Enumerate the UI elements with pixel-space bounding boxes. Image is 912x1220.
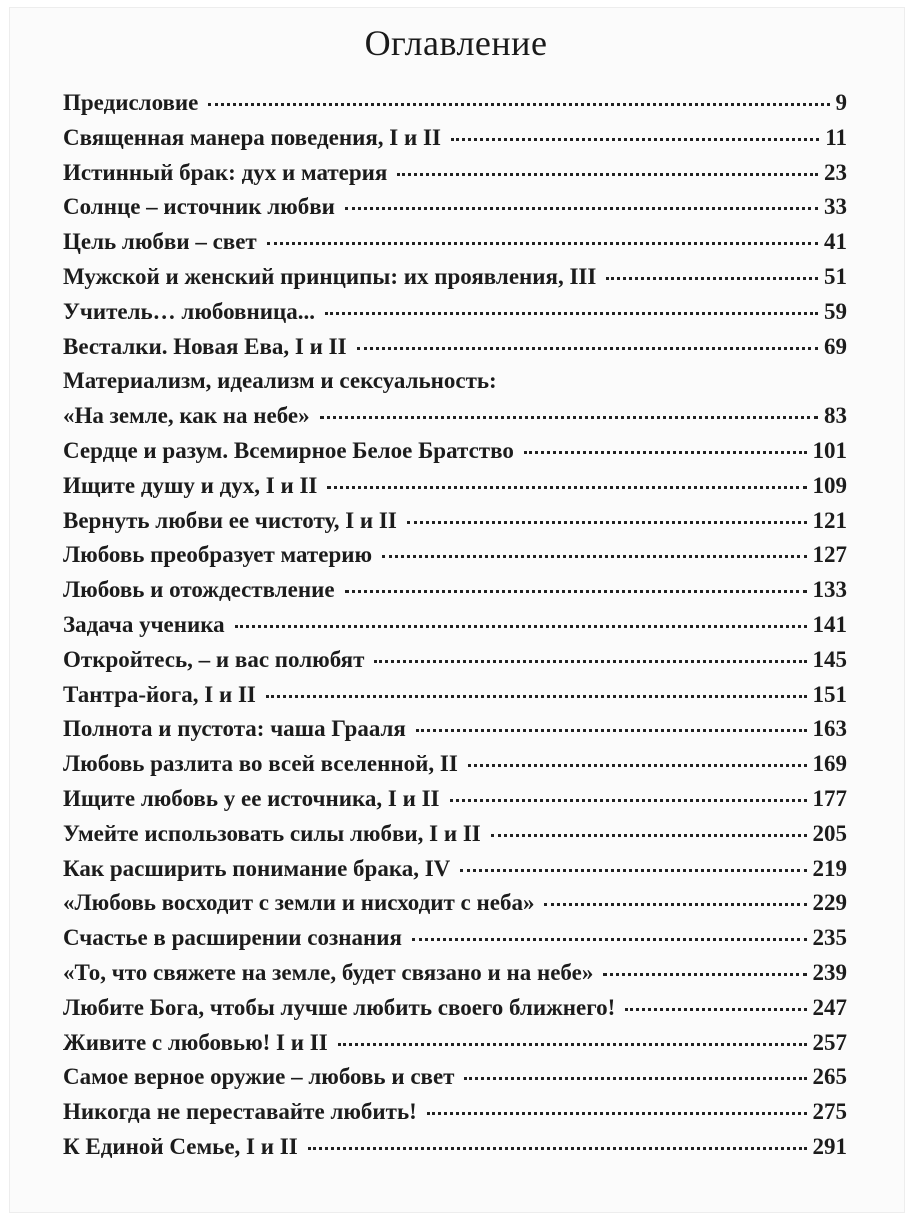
toc-entry <box>63 542 847 577</box>
toc-entry <box>63 751 847 786</box>
toc-entry <box>63 647 847 682</box>
toc-page-number: 291 <box>812 1133 847 1159</box>
toc-entry <box>63 160 847 195</box>
dot-leader <box>464 1077 806 1080</box>
toc-entry-title: Сердце и разум. Всемирное Белое Братство <box>63 437 514 463</box>
toc-entry-title: Любовь и отождествление <box>63 577 335 603</box>
dot-leader <box>468 764 807 767</box>
toc-entry <box>63 264 847 299</box>
toc-page-number: 33 <box>824 194 847 220</box>
toc-entry-title: Материализм, идеализм и сексуальность: <box>63 368 497 394</box>
toc-page-number: 109 <box>812 472 847 498</box>
dot-leader <box>267 242 818 245</box>
toc-entry-title: Истинный брак: дух и материя <box>63 159 388 185</box>
dot-leader <box>407 521 807 524</box>
toc-page-number: 133 <box>812 577 847 603</box>
toc-entry <box>63 577 847 612</box>
toc-entry-title: Как расширить понимание брака, IV <box>63 855 451 881</box>
toc-entry-title: Ищите любовь у ее источника, I и II <box>63 785 440 811</box>
toc-entry <box>63 925 847 960</box>
toc-page-number: 151 <box>812 681 847 707</box>
dot-leader <box>266 695 807 698</box>
toc-entry <box>63 194 847 229</box>
dot-leader <box>544 903 806 906</box>
dot-leader <box>327 486 806 489</box>
dot-leader <box>427 1112 807 1115</box>
dot-leader <box>325 312 818 315</box>
toc-entry-title: Счастье в расширении сознания <box>63 925 402 951</box>
toc-entry-title: Никогда не переставайте любить! <box>63 1099 417 1125</box>
toc-entry-title: Самое верное оружие – любовь и свет <box>63 1064 455 1090</box>
toc-page-number: 229 <box>812 890 847 916</box>
dot-leader <box>382 555 806 558</box>
table-of-contents <box>63 90 847 1169</box>
toc-entry-title: Учитель… любовница... <box>63 298 315 324</box>
toc-entry-title: Вернуть любви ее чистоту, I и II <box>63 507 397 533</box>
toc-entry <box>63 716 847 751</box>
toc-entry-title: Солнце – источник любви <box>63 194 335 220</box>
toc-page-number: 51 <box>824 263 847 289</box>
toc-entry-title: Священная манера поведения, I и II <box>63 124 441 150</box>
toc-entry <box>63 125 847 160</box>
toc-page-number: 163 <box>812 716 847 742</box>
toc-page-number: 121 <box>812 507 847 533</box>
toc-entry <box>63 473 847 508</box>
dot-leader <box>625 1008 806 1011</box>
toc-page-number: 69 <box>824 333 847 359</box>
toc-entry <box>63 682 847 717</box>
dot-leader <box>412 938 807 941</box>
toc-entry <box>63 1134 847 1169</box>
toc-page-number: 145 <box>812 646 847 672</box>
dot-leader <box>606 277 818 280</box>
toc-entry <box>63 786 847 821</box>
toc-page-number: 247 <box>812 994 847 1020</box>
toc-page-number: 169 <box>812 751 847 777</box>
dot-leader <box>345 207 818 210</box>
dot-leader <box>235 625 807 628</box>
toc-page-number: 265 <box>812 1064 847 1090</box>
toc-entry-title: Задача ученика <box>63 611 225 637</box>
toc-page-number: 127 <box>812 542 847 568</box>
toc-entry-title: Любите Бога, чтобы лучше любить своего ближнего! <box>63 994 616 1020</box>
toc-entry-title: Откройтесь, – и вас полюбят <box>63 646 365 672</box>
toc-page-number: 101 <box>812 437 847 463</box>
toc-entry <box>63 90 847 125</box>
dot-leader <box>208 103 829 106</box>
toc-entry <box>63 890 847 925</box>
toc-page-number: 205 <box>812 820 847 846</box>
toc-entry <box>63 995 847 1030</box>
toc-entry <box>63 299 847 334</box>
toc-entry <box>63 821 847 856</box>
toc-entry <box>63 1064 847 1099</box>
toc-entry-title: К Единой Семье, I и II <box>63 1133 298 1159</box>
toc-page-number: 257 <box>812 1029 847 1055</box>
toc-entry <box>63 508 847 543</box>
dot-leader <box>345 590 807 593</box>
dot-leader <box>357 347 818 350</box>
toc-entry <box>63 612 847 647</box>
toc-entry-title: «Любовь восходит с земли и нисходит с неба» <box>63 890 535 916</box>
toc-page-number: 239 <box>812 959 847 985</box>
toc-page-number: 83 <box>824 403 847 429</box>
toc-entry-title: «На земле, как на небе» <box>63 403 310 429</box>
toc-page-number: 141 <box>812 611 847 637</box>
page-title: Оглавление <box>364 23 548 63</box>
toc-entry-title: Любовь разлита во всей вселенной, II <box>63 751 458 777</box>
dot-leader <box>320 416 818 419</box>
dot-leader <box>308 1147 807 1150</box>
toc-entry-title: Цель любви – свет <box>63 229 257 255</box>
toc-entry <box>63 403 847 438</box>
dot-leader <box>397 173 818 176</box>
dot-leader <box>374 660 806 663</box>
toc-entry <box>63 1099 847 1134</box>
toc-entry-title: Весталки. Новая Ева, I и II <box>63 333 347 359</box>
toc-page-number: 177 <box>812 785 847 811</box>
toc-entry-title: Умейте использовать силы любви, I и II <box>63 820 481 846</box>
toc-entry <box>63 334 847 369</box>
toc-page-number: 219 <box>812 855 847 881</box>
toc-page-number: 41 <box>824 229 847 255</box>
dot-leader <box>524 451 807 454</box>
dot-leader <box>416 729 807 732</box>
toc-page-number: 9 <box>835 90 847 115</box>
toc-page-number: 235 <box>812 925 847 951</box>
dot-leader <box>338 1043 807 1046</box>
dot-leader <box>460 869 806 872</box>
toc-entry <box>63 960 847 995</box>
toc-page-number: 59 <box>824 298 847 324</box>
toc-entry-title: Мужской и женский принципы: их проявления, III <box>63 263 597 289</box>
toc-entry-title: «То, что свяжете на земле, будет связано и на небе» <box>63 959 594 985</box>
toc-entry <box>63 229 847 264</box>
dot-leader <box>450 799 807 802</box>
toc-entry-title: Ищите душу и дух, I и II <box>63 472 318 498</box>
dot-leader <box>451 138 819 141</box>
toc-entry <box>63 856 847 891</box>
dot-leader <box>603 973 806 976</box>
toc-entry <box>63 438 847 473</box>
dot-leader <box>491 834 807 837</box>
toc-page-number: 275 <box>812 1099 847 1125</box>
toc-entry <box>63 368 847 403</box>
toc-page-number: 11 <box>825 124 847 150</box>
toc-entry-title: Тантра-йога, I и II <box>63 681 256 707</box>
toc-page-number: 23 <box>824 159 847 185</box>
toc-entry-title: Живите с любовью! I и II <box>63 1029 328 1055</box>
toc-entry <box>63 1030 847 1065</box>
toc-entry-title: Любовь преобразует материю <box>63 542 373 568</box>
toc-entry-title: Полнота и пустота: чаша Грааля <box>63 716 406 742</box>
toc-entry-title: Предисловие <box>63 90 199 115</box>
